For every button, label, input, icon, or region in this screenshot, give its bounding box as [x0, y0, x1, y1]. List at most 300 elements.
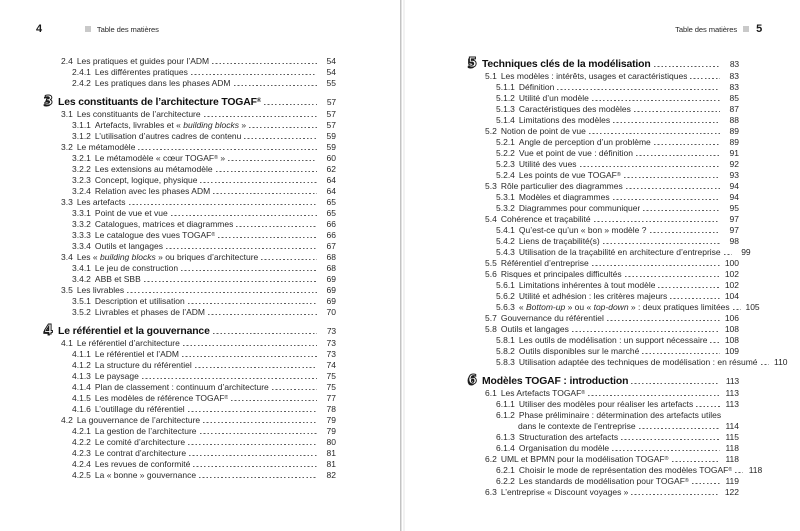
toc-page-number: 94: [729, 192, 739, 202]
toc-page-number: 119: [725, 476, 739, 486]
toc-entry-row: [44, 208, 336, 219]
toc-entry-label: Limitations des modèles: [518, 115, 611, 125]
toc-entry-row: [44, 470, 336, 481]
dotted-leader: [181, 270, 317, 271]
toc-entry-label: Définition: [518, 82, 555, 92]
toc-page-number: 81: [326, 448, 336, 458]
toc-page-number: 104: [724, 291, 739, 301]
dotted-leader: [264, 104, 317, 105]
toc-page-number: 97: [729, 214, 739, 224]
toc-entry-row: [44, 437, 336, 448]
toc-entry-label: Livrables et phases de l’ADM: [94, 307, 205, 317]
dotted-leader: [690, 78, 720, 79]
page-number-right: 5: [756, 23, 762, 35]
toc-entry-row: [44, 67, 336, 78]
toc-entry-number: 4.1.5: [72, 393, 91, 403]
dotted-leader: [670, 298, 720, 299]
toc-entry-number: 4.2.1: [72, 426, 91, 436]
toc-entry-label: Rôle particulier des diagrammes: [500, 181, 623, 191]
toc-entry-label: Le catalogue des vues TOGAF®: [94, 230, 216, 240]
toc-entry-label: Cohérence et traçabilité: [500, 214, 591, 224]
toc-entry-number: 4.2: [61, 415, 73, 425]
toc-entry-row: [468, 170, 739, 181]
toc-entry-label: Outils et langages: [500, 324, 569, 334]
toc-chapter-row: [468, 56, 739, 71]
toc-entry-number: 5.2.3: [496, 159, 515, 169]
toc-entry-row: [44, 307, 336, 318]
dotted-leader: [639, 428, 720, 429]
dotted-leader: [654, 66, 720, 67]
toc-entry-number: 6.2.1: [496, 465, 515, 475]
toc-entry-row: [468, 104, 739, 115]
dotted-leader: [189, 455, 317, 456]
toc-entry-row: [44, 415, 336, 426]
toc-entry-row: [44, 175, 336, 186]
dotted-leader: [643, 210, 720, 211]
dotted-leader: [724, 254, 732, 255]
toc-entry-number: 4.1.4: [72, 382, 91, 392]
toc-entry-label: Utilisation adaptée des techniques de modélisation : en résumé: [518, 357, 758, 367]
toc-right-column: [468, 56, 788, 498]
toc-page-number: 54: [326, 67, 336, 77]
dotted-leader: [142, 378, 317, 379]
toc-page-number: 69: [326, 296, 336, 306]
toc-entry-number: 6.1.1: [496, 399, 515, 409]
toc-entry-number: 4.1: [61, 338, 73, 348]
toc-entry-label: Les extensions au métamodèle: [94, 164, 213, 174]
toc-entry-label: Utiliser des modèles pour réaliser les artefacts: [518, 399, 694, 409]
toc-entry-label: Le référentiel et l’ADM: [94, 349, 179, 359]
toc-entry-label: L’outillage du référentiel: [94, 404, 185, 414]
dotted-leader: [231, 400, 317, 401]
dotted-leader: [650, 232, 721, 233]
toc-page-number: 108: [724, 324, 739, 334]
toc-entry-number: 3.5: [61, 285, 73, 295]
toc-entry-row: [468, 280, 739, 291]
toc-entry-label: Outils disponibles sur le marché: [518, 346, 640, 356]
toc-entry-label: Le comité d’architecture: [94, 437, 186, 447]
toc-entry-label: Qu’est-ce qu’un « bon » modèle ?: [518, 225, 647, 235]
dotted-leader: [654, 144, 720, 145]
dotted-leader: [199, 477, 317, 478]
toc-page-number: 109: [724, 346, 739, 356]
toc-page-number: 98: [729, 236, 739, 246]
toc-entry-row: [468, 236, 739, 247]
toc-entry-row: [468, 82, 739, 93]
toc-entry-row: [468, 269, 739, 280]
toc-entry-number: 3.4.2: [72, 274, 91, 284]
toc-page-number: 73: [326, 326, 336, 336]
toc-entry-label: Utilité et adhésion : les critères majeurs: [518, 291, 668, 301]
toc-entry-label: La gouvernance de l’architecture: [76, 415, 201, 425]
toc-entry-row: [44, 360, 336, 371]
dotted-leader: [613, 122, 720, 123]
dotted-leader: [171, 215, 317, 216]
toc-entry-label: Phase préliminaire : détermination des artefacts utiles: [518, 410, 722, 420]
toc-page-number: 83: [729, 82, 739, 92]
toc-entry-label: Les outils de modélisation : un support nécessaire: [518, 335, 708, 345]
toc-entry-label: Description et utilisation: [94, 296, 185, 306]
dotted-leader: [228, 160, 317, 161]
toc-entry-row: [468, 203, 739, 214]
toc-entry-row: [44, 230, 336, 241]
toc-page-number: 118: [725, 454, 739, 464]
toc-entry-row: [468, 410, 739, 421]
dotted-leader: [557, 89, 720, 90]
toc-entry-label: Les artefacts: [76, 197, 126, 207]
toc-entry-row: [468, 115, 739, 126]
toc-entry-row: [44, 219, 336, 230]
toc-page-number: 94: [729, 181, 739, 191]
toc-page-number: 73: [326, 338, 336, 348]
toc-entry-number: 5.4.1: [496, 225, 515, 235]
toc-entry-label: Les constituants de l’architecture: [76, 109, 201, 119]
toc-entry-label: Limitations inhérentes à tout modèle: [518, 280, 656, 290]
toc-page-number: 118: [725, 443, 739, 453]
toc-page-number: 85: [729, 93, 739, 103]
toc-entry-number: 6.2: [485, 454, 497, 464]
dotted-leader: [183, 345, 317, 346]
dotted-leader: [191, 74, 317, 75]
toc-page-number: 59: [326, 131, 336, 141]
toc-entry-label: UML et BPMN pour la modélisation TOGAF®: [500, 454, 669, 464]
toc-entry-row: [44, 56, 336, 67]
toc-entry-row: [468, 388, 739, 399]
dotted-leader: [634, 111, 720, 112]
toc-entry-label: Le référentiel d’architecture: [76, 338, 180, 348]
dotted-leader: [195, 367, 317, 368]
toc-entry-number: 2.4.1: [72, 67, 91, 77]
toc-entry-number: 4.1.1: [72, 349, 91, 359]
toc-entry-number: 5.6.2: [496, 291, 515, 301]
toc-entry-row: [44, 371, 336, 382]
toc-entry-number: 5.5: [485, 258, 497, 268]
toc-page-number: 57: [326, 120, 336, 130]
toc-entry-row: [468, 192, 739, 203]
toc-page-number: 87: [729, 104, 739, 114]
toc-entry-number: 5.3: [485, 181, 497, 191]
toc-entry-row: [468, 258, 739, 269]
dotted-leader: [127, 292, 317, 293]
dotted-leader: [612, 450, 720, 451]
toc-entry-number: 6.1.2: [496, 410, 515, 420]
toc-entry-number: 3.3.2: [72, 219, 91, 229]
dotted-leader: [244, 138, 317, 139]
toc-page-number: 68: [326, 252, 336, 262]
toc-entry-label: Modèles et diagrammes: [518, 192, 610, 202]
toc-entry-number: 3.1.1: [72, 120, 91, 130]
page-right: [400, 0, 800, 531]
dotted-leader: [200, 433, 318, 434]
toc-entry-number: 3.5.1: [72, 296, 91, 306]
toc-page-number: 57: [326, 97, 336, 107]
toc-entry-number: 3.3.3: [72, 230, 91, 240]
dotted-leader: [592, 265, 720, 266]
toc-entry-number: 3.4: [61, 252, 73, 262]
dotted-leader: [692, 483, 720, 484]
toc-entry-label: Les différentes pratiques: [94, 67, 188, 77]
toc-entry-label: Utilité des vues: [518, 159, 577, 169]
toc-entry-label: Organisation du modèle: [518, 443, 610, 453]
toc-page-number: 66: [326, 230, 336, 240]
toc-entry-number: 3.3.1: [72, 208, 91, 218]
dotted-leader: [138, 149, 317, 150]
running-header-right: [675, 23, 762, 35]
chapter-number-glyph: 6: [468, 373, 477, 388]
dotted-leader: [213, 333, 317, 334]
toc-entry-number: 5.3.1: [496, 192, 515, 202]
toc-entry-number: 3.3: [61, 197, 73, 207]
toc-entry-label: Le métamodèle « cœur TOGAF® »: [94, 153, 226, 163]
toc-entry-number: 5.2.4: [496, 170, 515, 180]
toc-page-number: 60: [326, 153, 336, 163]
dotted-leader: [188, 411, 317, 412]
toc-page-number: 99: [741, 247, 751, 257]
toc-entry-label: Le contrat d’architecture: [94, 448, 187, 458]
toc-chapter-row: [44, 94, 336, 109]
toc-entry-label: Les modèles : intérêts, usages et caractéristiques: [500, 71, 688, 81]
toc-entry-label: La « bonne » gouvernance: [94, 470, 197, 480]
dotted-leader: [203, 422, 317, 423]
chapter-number-glyph: 4: [44, 323, 53, 338]
toc-entry-number: 6.1: [485, 388, 497, 398]
toc-entry-label: Utilité d’un modèle: [518, 93, 589, 103]
toc-entry-row: [468, 324, 739, 335]
toc-entry-number: 5.8.2: [496, 346, 515, 356]
dotted-leader: [580, 166, 720, 167]
toc-entry-number: 5.8.3: [496, 357, 515, 367]
toc-entry-number: 5.3.2: [496, 203, 515, 213]
toc-entry-label: La structure du référentiel: [94, 360, 192, 370]
toc-entry-number: 3.2.3: [72, 175, 91, 185]
dotted-leader: [636, 155, 720, 156]
toc-entry-label: Caractéristiques des modèles: [518, 104, 631, 114]
dotted-leader: [631, 494, 720, 495]
dotted-leader: [188, 444, 317, 445]
toc-page-number: 102: [724, 269, 739, 279]
toc-page-number: 78: [326, 404, 336, 414]
toc-entry-row: [44, 131, 336, 142]
toc-entry-row: [44, 153, 336, 164]
toc-page-number: 89: [729, 137, 739, 147]
toc-entry-number: 4.2.5: [72, 470, 91, 480]
toc-entry-label: Les Artefacts TOGAF®: [500, 388, 586, 398]
toc-entry-number: 4.2.3: [72, 448, 91, 458]
toc-entry-row: [44, 296, 336, 307]
dotted-leader: [200, 182, 317, 183]
toc-entry-row: [468, 225, 739, 236]
toc-entry-label: « Bottom-up » ou « top-down » : deux pratiques limitées: [518, 302, 730, 312]
dotted-leader: [592, 100, 720, 101]
header-square-icon: [85, 26, 91, 32]
toc-page-number: 69: [326, 274, 336, 284]
toc-page-number: 105: [745, 302, 760, 312]
toc-entry-row: [468, 465, 763, 476]
dotted-leader: [182, 356, 317, 357]
toc-entry-number: 5.4: [485, 214, 497, 224]
toc-entry-label: Les livrables: [76, 285, 125, 295]
dotted-leader: [272, 389, 317, 390]
toc-entry-row: [468, 159, 739, 170]
toc-entry-number: 2.4: [61, 56, 73, 66]
toc-page-number: 92: [729, 159, 739, 169]
toc-entry-row: [468, 313, 739, 324]
dotted-leader: [613, 199, 720, 200]
running-header-left: [36, 23, 159, 35]
toc-entry-row: [468, 71, 739, 82]
toc-entry-number: 3.2: [61, 142, 73, 152]
toc-page-number: 113: [725, 376, 739, 386]
toc-page-number: 79: [326, 426, 336, 436]
page-number-left: 4: [36, 23, 42, 35]
chapter-number-glyph: 5: [468, 56, 477, 71]
toc-entry-label: Utilisation de la traçabilité en architecture d’entreprise: [518, 247, 721, 257]
toc-page-number: 73: [326, 349, 336, 359]
toc-entry-row: [468, 421, 739, 432]
toc-entry-row: [468, 443, 739, 454]
toc-entry-number: 4.1.3: [72, 371, 91, 381]
toc-entry-label: Point de vue et vue: [94, 208, 168, 218]
chapter-number-glyph: 3: [44, 94, 53, 109]
toc-entry-row: [468, 454, 739, 465]
toc-page-number: 54: [326, 56, 336, 66]
toc-page-number: 65: [326, 208, 336, 218]
toc-entry-label: Risques et principales difficultés: [500, 269, 622, 279]
toc-entry-label: Les pratiques et guides pour l’ADM: [76, 56, 210, 66]
toc-entry-number: 3.4.1: [72, 263, 91, 273]
toc-page-number: 113: [725, 399, 739, 409]
dotted-leader: [603, 243, 720, 244]
toc-entry-number: 5.1: [485, 71, 497, 81]
toc-entry-row: [44, 78, 336, 89]
toc-entry-label: Plan de classement : continuum d’architecture: [94, 382, 269, 392]
toc-entry-number: 4.1.2: [72, 360, 91, 370]
toc-entry-label: Liens de traçabilité(s): [518, 236, 600, 246]
toc-entry-row: [468, 357, 788, 368]
dotted-leader: [625, 276, 720, 277]
toc-entry-row: [44, 349, 336, 360]
toc-entry-number: 5.8.1: [496, 335, 515, 345]
toc-entry-number: 6.3: [485, 487, 497, 497]
toc-page-number: 88: [729, 115, 739, 125]
toc-page-number: 106: [724, 313, 739, 323]
chapter-title: Modèles TOGAF : introduction: [482, 376, 629, 387]
toc-entry-label: dans le contexte de l’entreprise: [518, 421, 636, 431]
toc-entry-row: [468, 247, 751, 258]
toc-entry-label: Les standards de modélisation pour TOGAF®: [518, 476, 689, 486]
dotted-leader: [658, 287, 720, 288]
toc-entry-row: [44, 393, 336, 404]
toc-entry-number: 3.2.1: [72, 153, 91, 163]
toc-entry-number: 5.2.1: [496, 137, 515, 147]
toc-entry-row: [44, 448, 336, 459]
toc-entry-number: 6.1.4: [496, 443, 515, 453]
toc-entry-number: 4.1.6: [72, 404, 91, 414]
toc-entry-label: Le jeu de construction: [94, 263, 179, 273]
toc-entry-number: 4.2.4: [72, 459, 91, 469]
toc-entry-row: [44, 120, 336, 131]
toc-entry-number: 5.8: [485, 324, 497, 334]
toc-entry-label: La gestion de l’architecture: [94, 426, 197, 436]
running-header-title: Table des matières: [96, 24, 159, 34]
toc-entry-label: L’entreprise « Discount voyages »: [500, 487, 629, 497]
toc-page-number: 93: [729, 170, 739, 180]
toc-entry-row: [468, 214, 739, 225]
toc-entry-number: 3.2.2: [72, 164, 91, 174]
toc-page-number: 83: [729, 59, 739, 69]
toc-entry-row: [468, 291, 739, 302]
dotted-leader: [710, 342, 720, 343]
dotted-leader: [631, 383, 720, 384]
toc-entry-label: Les « building blocks » ou briques d’architecture: [76, 252, 259, 262]
toc-entry-label: L’utilisation d’autres cadres de contenu: [94, 131, 242, 141]
toc-chapter-row: [44, 323, 336, 338]
toc-page-number: 97: [729, 225, 739, 235]
toc-entry-label: Les modèles de référence TOGAF®: [94, 393, 229, 403]
toc-page-number: 75: [326, 382, 336, 392]
toc-page-number: 74: [326, 360, 336, 370]
dotted-leader: [193, 466, 317, 467]
toc-entry-number: 5.6: [485, 269, 497, 279]
toc-page-number: 57: [326, 109, 336, 119]
toc-entry-label: Outils et langages: [94, 241, 163, 251]
toc-entry-number: 6.1.3: [496, 432, 515, 442]
toc-entry-label: Diagrammes pour communiquer: [518, 203, 641, 213]
toc-page-number: 65: [326, 197, 336, 207]
toc-entry-number: 2.4.2: [72, 78, 91, 88]
toc-page-number: 89: [729, 126, 739, 136]
toc-entry-number: 5.1.2: [496, 93, 515, 103]
dotted-leader: [144, 281, 317, 282]
toc-page-number: 55: [326, 78, 336, 88]
toc-page-number: 75: [326, 371, 336, 381]
toc-page-number: 66: [326, 219, 336, 229]
toc-page-number: 81: [326, 459, 336, 469]
toc-entry-label: Référentiel d’entreprise: [500, 258, 589, 268]
toc-entry-label: ABB et SBB: [94, 274, 141, 284]
dotted-leader: [735, 472, 743, 473]
toc-page-number: 82: [326, 470, 336, 480]
toc-page-number: 110: [773, 357, 788, 367]
toc-page-number: 62: [326, 164, 336, 174]
dotted-leader: [607, 320, 720, 321]
toc-entry-row: [468, 346, 739, 357]
dotted-leader: [588, 395, 720, 396]
toc-entry-row: [468, 181, 739, 192]
toc-page-number: 102: [724, 280, 739, 290]
dotted-leader: [204, 116, 317, 117]
toc-entry-row: [468, 487, 739, 498]
dotted-leader: [624, 177, 720, 178]
toc-entry-row: [468, 137, 739, 148]
dotted-leader: [166, 248, 317, 249]
toc-page-number: 114: [725, 421, 739, 431]
toc-page-number: 79: [326, 415, 336, 425]
toc-page-number: 108: [724, 335, 739, 345]
toc-entry-number: 3.1: [61, 109, 73, 119]
dotted-leader: [642, 353, 720, 354]
toc-entry-number: 3.3.4: [72, 241, 91, 251]
toc-entry-number: 5.6.1: [496, 280, 515, 290]
toc-entry-row: [468, 93, 739, 104]
toc-entry-row: [44, 459, 336, 470]
toc-entry-number: 5.1.1: [496, 82, 515, 92]
toc-entry-label: Le métamodèle: [76, 142, 136, 152]
dotted-leader: [208, 314, 317, 315]
dotted-leader: [594, 221, 720, 222]
toc-entry-label: Angle de perception d’un problème: [518, 137, 651, 147]
toc-entry-number: 3.2.4: [72, 186, 91, 196]
